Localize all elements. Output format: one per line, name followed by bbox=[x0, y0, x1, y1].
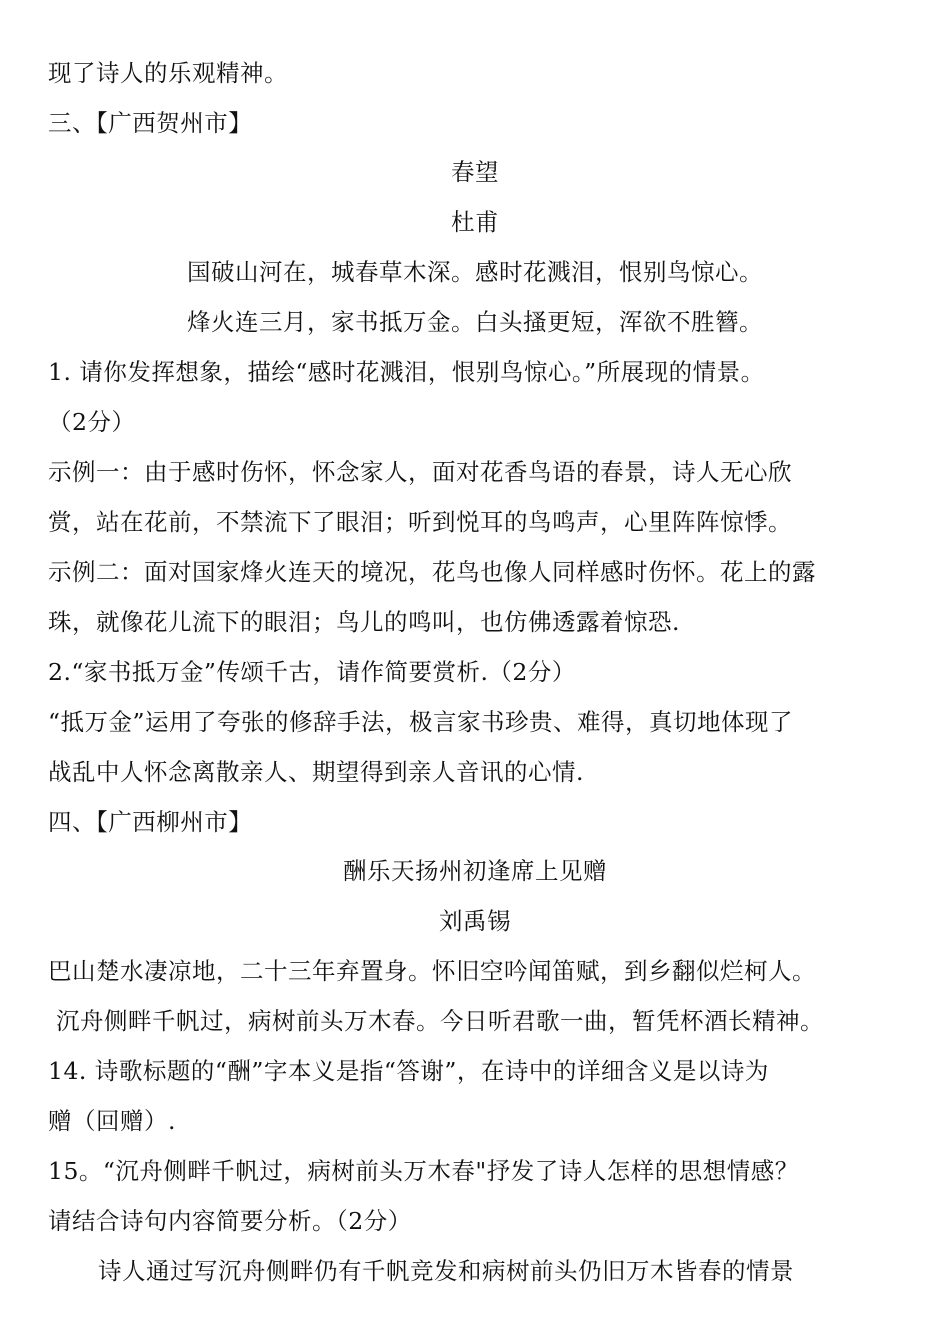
answer-line: 赠（回赠）. bbox=[48, 1107, 176, 1135]
answer-line: 诗人通过写沉舟侧畔仍有千帆竞发和病树前头仍旧万木皆春的情景 bbox=[98, 1257, 794, 1285]
question-14: 14. 诗歌标题的“酬”字本义是指“答谢”，在诗中的详细含义是以诗为 bbox=[48, 1057, 769, 1085]
question-1: 1. 请你发挥想象，描绘“感时花溅泪，恨别鸟惊心。”所展现的情景。 bbox=[48, 358, 765, 386]
answer-line: 珠，就像花儿流下的眼泪；鸟儿的鸣叫，也仿佛透露着惊恐. bbox=[48, 608, 680, 636]
poem-line: 烽火连三月，家书抵万金。白头搔更短，浑欲不胜簪。 bbox=[187, 308, 763, 336]
poem-title: 春望 bbox=[451, 158, 499, 186]
poem-author: 杜甫 bbox=[451, 208, 499, 236]
question-15: 15。“沉舟侧畔千帆过，病树前头万木春"抒发了诗人怎样的思想情感？ bbox=[48, 1157, 799, 1185]
answer-line: 示例一：由于感时伤怀，怀念家人，面对花香鸟语的春景，诗人无心欣 bbox=[48, 458, 792, 486]
section-heading-liuzhou: 四、【广西柳州市】 bbox=[48, 808, 253, 836]
poem-title: 酬乐天扬州初逢席上见赠 bbox=[343, 857, 607, 885]
section-heading-hezhou: 三、【广西贺州市】 bbox=[48, 109, 253, 137]
answer-line: 战乱中人怀念离散亲人、期望得到亲人音讯的心情. bbox=[48, 758, 584, 786]
poem-line: 沉舟侧畔千帆过，病树前头万木春。今日听君歌一曲，暂凭杯酒长精神。 bbox=[56, 1007, 824, 1035]
question-15-cont: 请结合诗句内容简要分析。（2分） bbox=[48, 1207, 412, 1235]
answer-line: 示例二：面对国家烽火连天的境况，花鸟也像人同样感时伤怀。花上的露 bbox=[48, 558, 816, 586]
poem-author: 刘禹锡 bbox=[439, 907, 511, 935]
answer-line: “抵万金”运用了夸张的修辞手法，极言家书珍贵、难得，真切地体现了 bbox=[48, 708, 794, 736]
text-line: 现了诗人的乐观精神。 bbox=[48, 59, 288, 87]
poem-line: 巴山楚水凄凉地，二十三年弃置身。怀旧空吟闻笛赋，到乡翻似烂柯人。 bbox=[48, 957, 816, 985]
question-2: 2.“家书抵万金”传颂千古，请作简要赏析.（2分） bbox=[48, 658, 576, 686]
question-score: （2分） bbox=[48, 408, 136, 436]
answer-line: 赏，站在花前，不禁流下了眼泪；听到悦耳的鸟鸣声，心里阵阵惊悸。 bbox=[48, 508, 792, 536]
poem-line: 国破山河在，城春草木深。感时花溅泪，恨别鸟惊心。 bbox=[187, 258, 763, 286]
